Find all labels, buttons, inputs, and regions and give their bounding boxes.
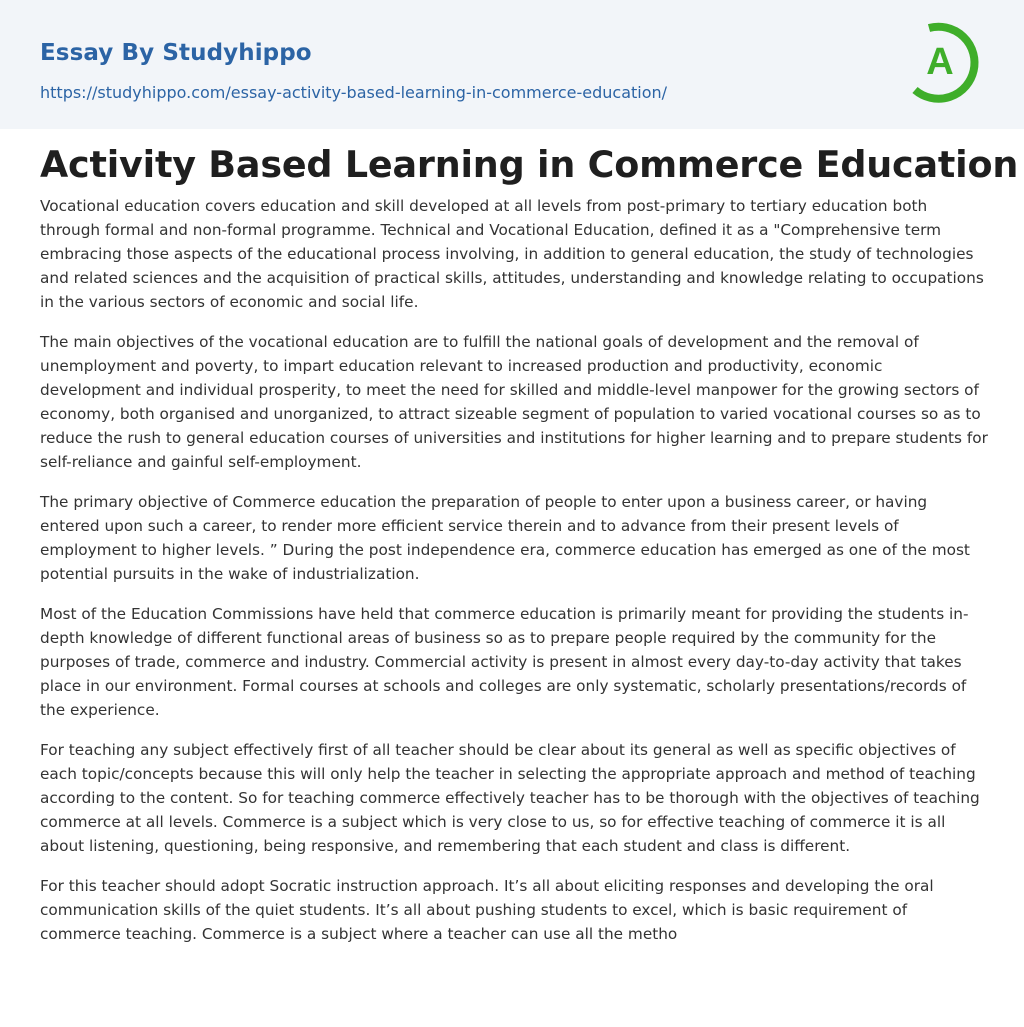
studyhippo-logo-icon[interactable]	[911, 18, 987, 106]
site-brand[interactable]: Essay By Studyhippo	[40, 40, 312, 66]
paragraph: The primary objective of Commerce education the preparation of people to enter upon a business career, or having entered upon such a career, to render more efficient service therein and to advance from their present levels of employment to higher levels. ” During the post independence era, commerce education has emerged as one of the most potential pursuits in the wake of industrialization.	[40, 493, 970, 583]
article-body	[40, 194, 988, 962]
page-url-link[interactable]: https://studyhippo.com/essay-activity-based-learning-in-commerce-education/	[40, 83, 668, 102]
paragraph: Vocational education covers education and skill developed at all levels from post-primary to tertiary education both through formal and non-formal programme. Technical and Vocational Education, defined it as a "Comprehensive term embracing those aspects of the educational process involving, in addition to general education, the study of technologies and related sciences and the acquisition of practical skills, attitudes, understanding and knowledge relating to occupations in the various sectors of economic and social life.	[40, 197, 984, 311]
paragraph: For this teacher should adopt Socratic instruction approach. It’s all about eliciting responses and developing the oral communication skills of the quiet students. It’s all about pushing students to excel, which is basic requirement of commerce teaching. Commerce is a subject where a teacher can use all the metho	[40, 877, 934, 943]
site-header	[0, 0, 1024, 129]
page-title: Activity Based Learning in Commerce Education	[40, 143, 1019, 186]
paragraph: For teaching any subject effectively first of all teacher should be clear about its general as well as specific objectives of each topic/concepts because this will only help the teacher in selecting the appropriate approach and method of teaching according to the content. So for teaching commerce effectively teacher has to be thorough with the objectives of teaching commerce at all levels. Commerce is a subject which is very close to us, so for effective teaching of commerce it is all about listening, questioning, being responsive, and remembering that each student and class is different.	[40, 741, 980, 855]
logo-letter: A	[926, 41, 954, 83]
paragraph: The main objectives of the vocational education are to fulfill the national goals of development and the removal of unemployment and poverty, to impart education relevant to increased production and productivity, economic development and individual prosperity, to meet the need for skilled and middle-level manpower for the growing sectors of economy, both organised and unorganized, to attract sizeable segment of population to varied vocational courses so as to reduce the rush to general education courses of universities and institutions for higher learning and to prepare students for self-reliance and gainful self-employment.	[40, 333, 988, 471]
paragraph: Most of the Education Commissions have held that commerce education is primarily meant for providing the students in-depth knowledge of different functional areas of business so as to prepare people required by the community for the purposes of trade, commerce and industry. Commercial activity is present in almost every day-to-day activity that takes place in our environment. Formal courses at schools and colleges are only systematic, scholarly presentations/records of the experience.	[40, 605, 969, 719]
